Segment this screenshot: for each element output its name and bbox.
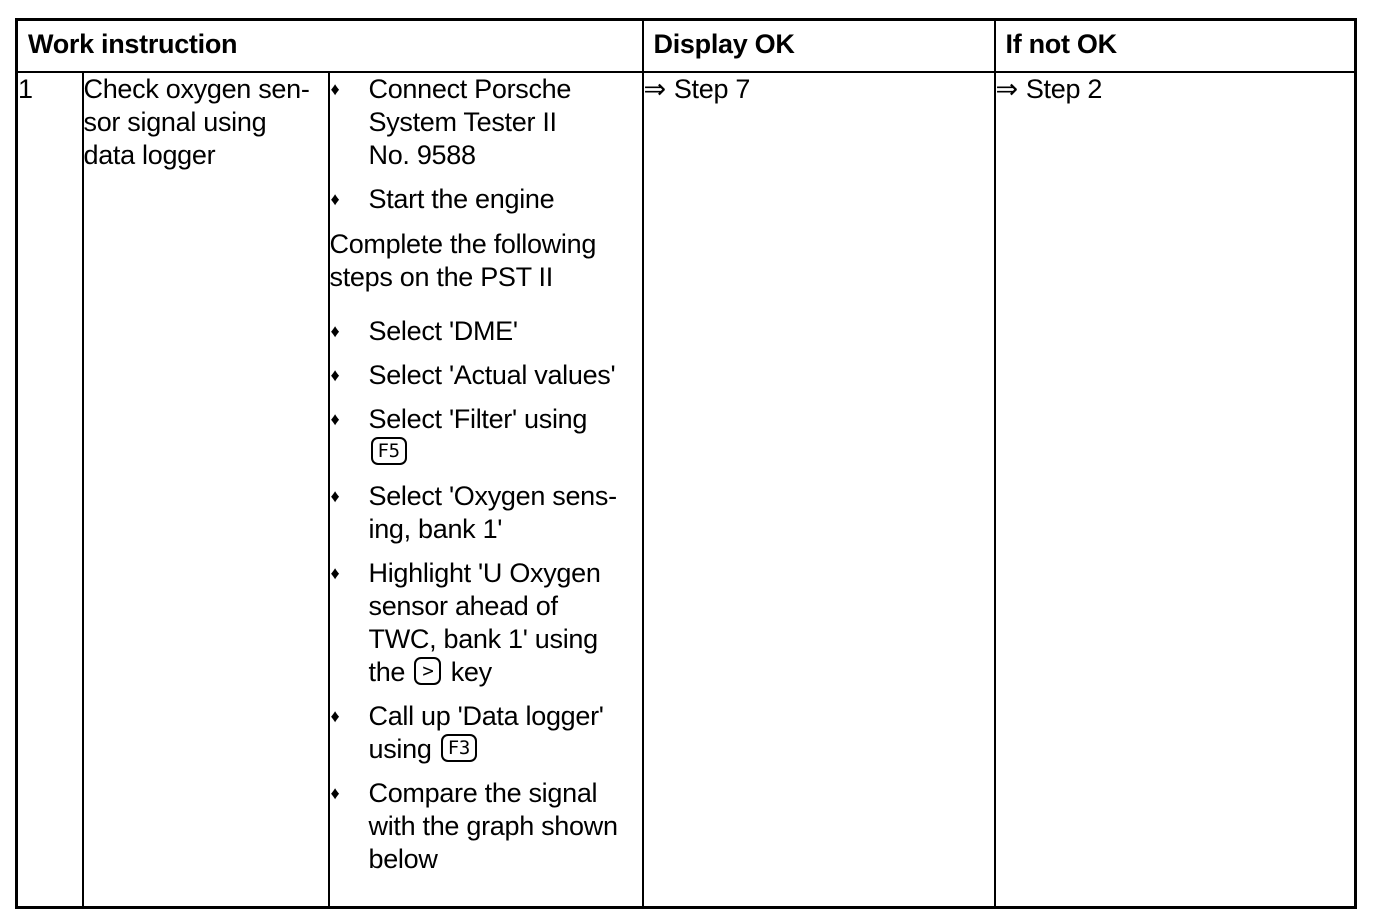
step-number: 1 (17, 72, 83, 908)
table-header-row (17, 20, 1356, 72)
bullet-line: System Tester II (368, 106, 557, 137)
list-item (330, 557, 642, 689)
description-line: sor signal using (83, 106, 267, 137)
header-if-not-ok: If not OK (995, 20, 1356, 72)
bullet-line: Start the engine (368, 183, 555, 214)
description-line: data logger (83, 139, 216, 170)
bullet-line: Select 'Oxygen sens- (368, 480, 617, 511)
inline-text: key (450, 656, 492, 687)
inline-text: the (368, 656, 406, 687)
list-item (330, 73, 642, 172)
bullet-line: Compare the signal (368, 777, 598, 808)
diamond-bullet-icon: ♦ (330, 782, 340, 803)
bullet-line (369, 733, 642, 766)
note-paragraph (330, 228, 642, 294)
bullet-line: Select 'Actual values' (368, 359, 616, 390)
bullet-line (369, 656, 642, 689)
display-ok-step: Step 7 (673, 73, 751, 104)
diamond-bullet-icon: ♦ (330, 320, 340, 341)
diamond-bullet-icon: ♦ (330, 408, 340, 429)
bullet-line: Select 'DME' (368, 315, 518, 346)
diamond-bullet-icon: ♦ (330, 562, 340, 583)
list-item (330, 359, 642, 392)
list-item (330, 480, 642, 546)
table-row (17, 72, 1356, 908)
bullet-line: Highlight 'U Oxygen (368, 557, 601, 588)
bullet-line (369, 436, 642, 469)
implies-arrow-icon: ⇒ (995, 73, 1018, 104)
if-not-ok-step: Step 2 (1025, 73, 1103, 104)
instruction-cell (329, 72, 643, 908)
bullet-line: TWC, bank 1' using (368, 623, 598, 654)
list-item (330, 403, 642, 469)
bullet-line: ing, bank 1' (368, 513, 503, 544)
list-item (330, 315, 642, 348)
note-line: steps on the PST II (329, 261, 553, 292)
diamond-bullet-icon: ♦ (330, 364, 340, 385)
work-instruction-table (15, 18, 1357, 909)
description-line: Check oxygen sen- (83, 73, 310, 104)
diamond-bullet-icon: ♦ (330, 705, 340, 726)
diamond-bullet-icon: ♦ (330, 188, 340, 209)
diamond-bullet-icon: ♦ (330, 485, 340, 506)
inline-text: using (368, 733, 432, 764)
if-not-ok-cell (995, 72, 1356, 908)
f5-key-icon: F5 (371, 437, 407, 465)
bullet-line: Connect Porsche (368, 73, 572, 104)
display-ok-cell (643, 72, 995, 908)
arrow-key-icon: > (414, 657, 441, 685)
header-work-instruction: Work instruction (17, 20, 643, 72)
bullet-line: with the graph shown (368, 810, 618, 841)
diamond-bullet-icon: ♦ (330, 78, 340, 99)
header-display-ok: Display OK (643, 20, 995, 72)
bullet-line: Select 'Filter' using (368, 403, 588, 434)
bullet-line: Call up 'Data logger' (368, 700, 604, 731)
step-description (83, 72, 329, 908)
note-line: Complete the following (329, 228, 597, 259)
intro-bullet-list (330, 73, 642, 216)
implies-arrow-icon: ⇒ (643, 73, 666, 104)
bullet-line: No. 9588 (368, 139, 476, 170)
pst-steps-list (330, 315, 642, 876)
list-item (330, 700, 642, 766)
f3-key-icon: F3 (441, 734, 477, 762)
list-item (330, 777, 642, 876)
bullet-line: sensor ahead of (368, 590, 558, 621)
bullet-line: below (368, 843, 438, 874)
list-item (330, 183, 642, 216)
